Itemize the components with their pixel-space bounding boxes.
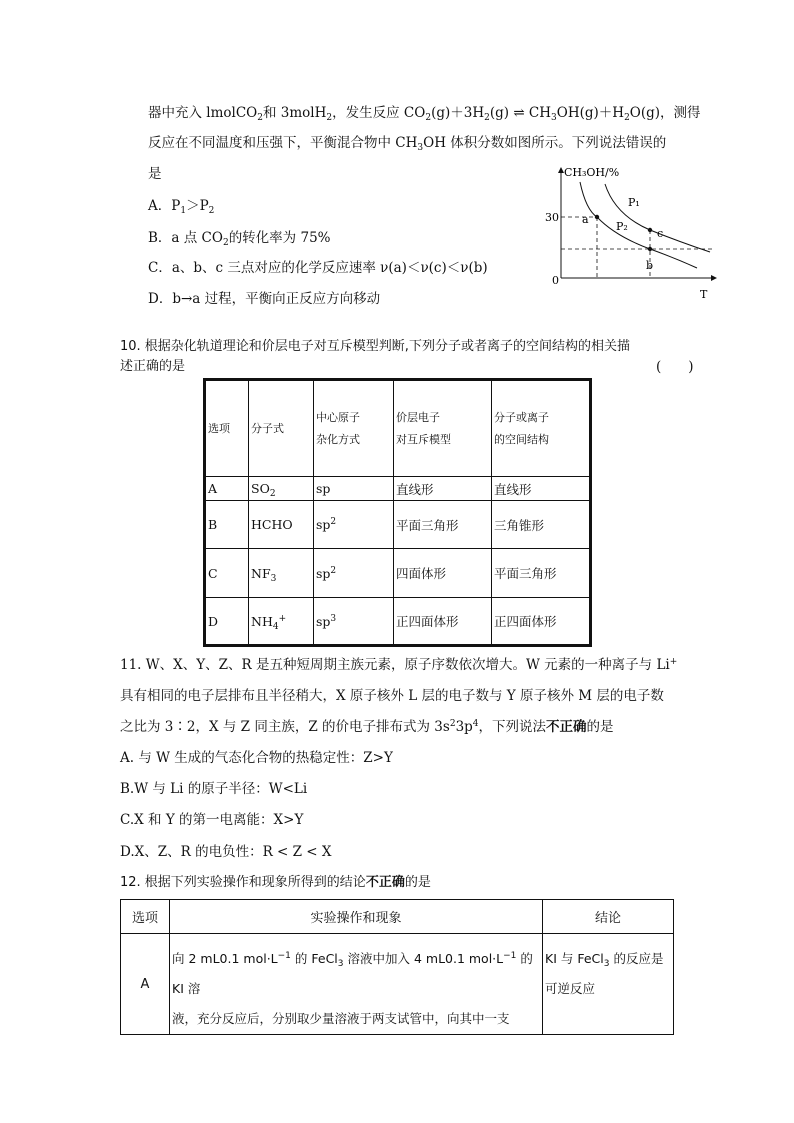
- q10-stem-line-1: 10. 根据杂化轨道理论和价层电子对互斥模型判断,下列分子或者离子的空间结构的相关描: [120, 339, 630, 354]
- point-a: [595, 215, 599, 219]
- text-segment: 11. W、X、Y、Z、R 是五种短周期主族元素，原子序数依次增大。W 元素的一种离子与 Li: [120, 657, 670, 673]
- sub-text: 3: [337, 959, 344, 969]
- text-segment: SO: [251, 481, 270, 496]
- text-segment: 之比为 3∶2，X 与 Z 同主族，Z 的价电子排布式为 3s: [120, 719, 450, 735]
- row-shape: 直线形: [492, 477, 591, 501]
- text-segment: sp: [316, 481, 331, 496]
- q11-stem-line-1: [120, 656, 677, 674]
- point-b: [648, 247, 652, 251]
- b-text: 不正确: [546, 719, 587, 735]
- text-segment: 的 FeCl: [290, 951, 338, 966]
- q9-option-d: [148, 290, 380, 308]
- sub-text: 2: [484, 113, 490, 123]
- header-conclusion: 结论: [543, 900, 674, 934]
- origin-label: 0: [552, 274, 559, 287]
- row-shape: 三角锥形: [492, 501, 591, 549]
- row-formula: [249, 598, 314, 646]
- table-row: [205, 477, 591, 501]
- text-segment: 具有相同的电子层排布且半径稍大，X 原子核外 L 层的电子数与 Y 原子核外 M 层的电子数: [120, 688, 664, 704]
- row-option: D: [205, 598, 249, 646]
- text-segment: HCHO: [251, 517, 293, 532]
- q11-stem-line-2: [120, 687, 664, 705]
- row-option: C: [205, 549, 249, 598]
- text-segment: OH(g)＋H: [556, 105, 625, 121]
- header-operation: 实验操作和现象: [170, 900, 543, 934]
- sup-text: 4: [472, 719, 479, 729]
- text-segment: KI 与 FeCl: [545, 951, 604, 966]
- sup-text: 3: [330, 613, 337, 624]
- row-hybridization: [314, 598, 394, 646]
- header-hybridization: 中心原子 杂化方式: [314, 380, 394, 477]
- conclusion-line: [545, 944, 671, 974]
- text-segment: ＞P: [186, 198, 209, 214]
- row-vsepr: 直线形: [394, 477, 492, 501]
- row-formula: [249, 549, 314, 598]
- text-segment: 的 KI 溶: [172, 951, 533, 996]
- sub-text: 3: [417, 143, 424, 153]
- row-option: B: [205, 501, 249, 549]
- sub-text: 2: [326, 113, 333, 123]
- text-segment: 的是: [404, 875, 431, 890]
- header-shape: 分子或离子 的空间结构: [492, 380, 591, 477]
- q9-graph: [540, 160, 720, 305]
- text-segment: NH: [251, 613, 273, 629]
- text-segment: B.W 与 Li 的原子半径：W<Li: [120, 781, 308, 797]
- table-row: [205, 549, 591, 598]
- text-segment: OH 体积分数如图所示。下列说法错误的: [423, 135, 667, 151]
- q11-stem-line-3: [120, 718, 614, 736]
- point-c: [648, 228, 652, 232]
- text-segment: sp: [316, 565, 331, 581]
- q11-option-c: [120, 811, 303, 829]
- sub-text: 2: [208, 206, 215, 216]
- q9-stem-line-2: [148, 134, 666, 152]
- operation-line: [172, 1004, 540, 1034]
- header-vsepr: 价层电子 对互斥模型: [394, 380, 492, 477]
- table-row: [121, 934, 674, 1035]
- sub-text: 2: [624, 113, 630, 123]
- answer-bracket: ( ): [656, 359, 694, 375]
- text-segment: B．a 点 CO: [148, 230, 223, 246]
- curve-p2-label: P₂: [616, 220, 628, 233]
- row-formula: [249, 477, 314, 501]
- row-vsepr: 正四面体形: [394, 598, 492, 646]
- table-header-row: [205, 380, 591, 477]
- sub-text: 3: [270, 573, 277, 584]
- sub-text: 3: [603, 959, 610, 969]
- row-hybridization: [314, 549, 394, 598]
- sup-text: 2: [330, 517, 337, 527]
- row-option: A: [121, 934, 170, 1035]
- header-option: 选项: [121, 900, 170, 934]
- y-axis-label: CH₃OH/%: [564, 166, 620, 179]
- text-segment: (g)＋3H: [431, 105, 485, 121]
- sup-text: 2: [330, 565, 337, 576]
- table-row: [205, 598, 591, 646]
- text-segment: sp: [316, 517, 331, 532]
- curve-p1-label: P₁: [628, 196, 640, 209]
- text-segment: 液，充分反应后，分别取少量溶液于两支试管中，向其中一支: [172, 1011, 510, 1026]
- q11-option-b: [120, 780, 307, 798]
- sub-text: 2: [269, 489, 276, 499]
- q11-option-d: [120, 843, 332, 861]
- y-tick-30: 30: [545, 211, 559, 224]
- text-segment: NF: [251, 565, 271, 581]
- point-c-label: c: [657, 227, 664, 240]
- text-segment: 的转化率为 75%: [228, 230, 331, 246]
- q12-stem: [120, 874, 431, 892]
- point-b-label: b: [646, 259, 654, 272]
- q9-option-a: [148, 197, 214, 215]
- sub-text: 1: [180, 206, 187, 216]
- sup-text: +: [278, 613, 287, 624]
- text-segment: O(g)，测得: [629, 105, 701, 121]
- text-segment: 的是: [586, 719, 614, 735]
- text-segment: sp: [316, 613, 331, 629]
- text-segment: 和 3molH: [263, 105, 327, 121]
- sup-text: 2: [449, 719, 456, 729]
- text-segment: A．P: [148, 198, 181, 214]
- q10-stem-line-2: 述正确的是: [120, 359, 186, 374]
- row-shape: 正四面体形: [492, 598, 591, 646]
- sub-text: 3: [551, 113, 557, 123]
- text-segment: D．b→a 过程，平衡向正反应方向移动: [148, 291, 381, 307]
- curve-p2: [580, 182, 697, 268]
- sub-text: 4: [272, 621, 279, 632]
- text-segment: 溶液中加入 4 mL0.1 mol·L: [343, 951, 504, 966]
- row-operation: [170, 934, 543, 1035]
- table-header-row: [121, 900, 674, 934]
- point-a-label: a: [582, 213, 589, 226]
- row-vsepr: 四面体形: [394, 549, 492, 598]
- conclusion-line: [545, 974, 671, 1004]
- sup-text: −1: [277, 951, 291, 961]
- text-segment: (g) ⇌ CH: [489, 105, 552, 121]
- row-option: A: [205, 477, 249, 501]
- text-segment: 可逆反应: [545, 981, 596, 996]
- sup-text: −1: [503, 951, 517, 961]
- text-segment: 3p: [455, 719, 473, 735]
- sup-text: +: [669, 657, 678, 667]
- q10-table: [203, 378, 592, 647]
- sub-text: 2: [222, 238, 229, 248]
- q9-option-c: [148, 259, 488, 277]
- row-shape: 平面三角形: [492, 549, 591, 598]
- q9-option-b: [148, 229, 331, 247]
- text-segment: ，发生反应 CO: [332, 105, 426, 121]
- sub-text: 2: [425, 113, 432, 123]
- q9-stem-line-3: [148, 165, 162, 183]
- x-axis-label: T: [700, 288, 708, 301]
- header-option: 选项: [205, 380, 249, 477]
- header-formula: 分子式: [249, 380, 314, 477]
- row-vsepr: 平面三角形: [394, 501, 492, 549]
- text-segment: 器中充入 lmolCO: [148, 105, 258, 121]
- row-hybridization: [314, 501, 394, 549]
- q9-stem-line-1: [148, 104, 701, 122]
- sub-text: 2: [257, 113, 263, 123]
- text-segment: C.X 和 Y 的第一电离能：X>Y: [120, 812, 304, 828]
- q12-table: [120, 899, 674, 1035]
- operation-line: [172, 944, 540, 1004]
- text-segment: ，下列说法: [478, 719, 547, 735]
- row-formula: [249, 501, 314, 549]
- row-hybridization: [314, 477, 394, 501]
- text-segment: C．a、b、c 三点对应的化学反应速率 ν(a)＜ν(c)＜ν(b): [148, 260, 488, 276]
- table-row: [205, 501, 591, 549]
- b-text: 不正确: [365, 875, 405, 890]
- curve-p1: [605, 184, 710, 252]
- text-segment: A. 与 W 生成的气态化合物的热稳定性：Z>Y: [120, 750, 393, 766]
- q11-option-a: [120, 749, 393, 767]
- row-conclusion: [543, 934, 674, 1035]
- text-segment: 的反应是: [609, 951, 664, 966]
- text-segment: D.X、Z、R 的电负性：R < Z < X: [120, 844, 332, 860]
- text-segment: 反应在不同温度和压强下，平衡混合物中 CH: [148, 135, 418, 151]
- text-segment: 向 2 mL0.1 mol·L: [172, 951, 278, 966]
- text-segment: 12. 根据下列实验操作和现象所得到的结论: [120, 875, 366, 890]
- text-segment: 是: [148, 166, 162, 182]
